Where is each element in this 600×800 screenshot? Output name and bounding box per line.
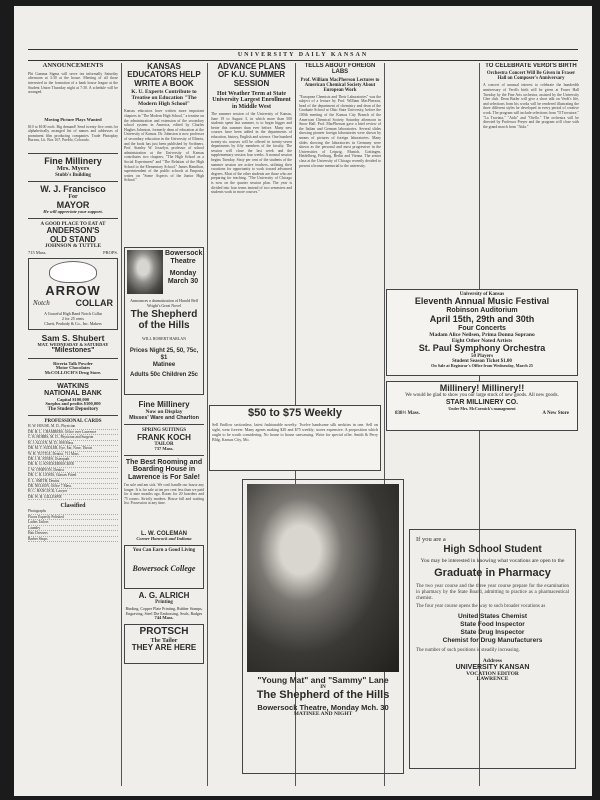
festival-players: 50 Players <box>470 353 494 359</box>
foreign-labs-sub: Prof. William MacPherson Lectures to American Chemical Society About European Work <box>300 77 380 93</box>
prof-card-item: E. L. SMITH, Dentist <box>28 479 118 484</box>
bank-depository: The Student Depository <box>47 406 99 412</box>
protsch-ad <box>124 624 204 664</box>
boarding-text: I'm sole and am sick. We can't handle our house any longer. It is for sale at ten per cent less than we paid for it nine months ago. Room for 20 boarders and 75 rooms. Strictly modern. House full and waiting list. Possession at any time. <box>124 483 204 506</box>
bowersock-caption: Announces a dramatization of Harold Bell Wright's Great Novel <box>130 298 198 309</box>
anderson-ad-name3: JOHNSON & TUTTLE <box>44 242 102 249</box>
star-millinery-name: STAR MILLINERY CO. <box>445 399 519 407</box>
prof-card-item: DR. H. L. CHAMBERS, Office over Lawrence <box>28 430 118 435</box>
protsch-tag: THEY ARE HERE <box>131 643 197 653</box>
verdi-heading: TO CELEBRATE VERDI'S BIRTH <box>485 63 577 69</box>
pharmacy-uni: UNIVERSITY KANSAN <box>455 664 530 672</box>
college-heading: You Can Earn a Good Living <box>132 548 196 554</box>
francisco-ad-mayor: MAYOR <box>56 199 90 210</box>
prof-card-item: DR. C. R. LEWIS, Glasses Fitted <box>28 473 118 478</box>
festival-title: Eleventh Annual Music Festival <box>414 296 550 307</box>
boarding-heading: The Best Rooming and Boarding House in Lawrence is For Sale! <box>125 459 203 481</box>
bowersock-by: WILL ROBERT HARLAN <box>142 336 186 342</box>
bank-capital: Capital $100,000 <box>56 396 90 402</box>
millinery-ad-line: Stubb's Building <box>55 172 91 178</box>
frank-koch: FRANK KOCH <box>137 432 191 442</box>
francisco-ad-line: He will appreciate your support. <box>43 209 103 215</box>
classified-item: Photographs <box>28 509 118 514</box>
prof-card-item: H. J. ALLEN, M. D., 808 Mass. <box>28 441 118 446</box>
college-brand: Bowersock College <box>132 564 196 574</box>
foreign-labs-text: "European Chemists and Their Laboratories" was the subject of a lecture by Prof. William MacPherson, head of the department of chemistry and dean of the Graduate School at Ohio State University, before the 100th meeting of the Kansas City Branch of the American Chemical Society Saturday afternoon in Snow Hall. Prof. MacPherson gave a brief review of the Italian and German laboratories. Several slides showing pioneer foreign laboratories were shown by means of pictures of foreign laboratories. Many slides showing the laboratories in Germany were shown as the personal and most progressive in the Universities of Leipzig, Munich, Gottingen, Heidelberg, Freiburg, Berlin and Vienna. The senior class at the University of Chicago recently decided to present a bronze memorial to the university. <box>299 94 381 168</box>
column-1 <box>28 63 118 788</box>
shubert-ad-days: MAT. WEDNESDAY & SATURDAY <box>37 341 109 347</box>
pharmacy-list-item: United States Chemist <box>458 612 527 620</box>
alrich-name: A. G. ALRICH <box>138 591 190 601</box>
francisco-ad-for: For <box>68 194 78 201</box>
classified-heading: Classified <box>60 503 86 510</box>
classified-item: Barber Shops <box>28 537 118 542</box>
bowersock-date: March 30 <box>167 278 199 286</box>
educators-text: Kansas educators have written more important chapters in "The Modern High School," a treatise on the administration and extension of the secondary school system in America, edited by Charles Hughes Johnston, formerly dean of education at the University of Kansas. Dr. Johnston is now professor of secondary education in the University of Illinois, and the book has just been published by Scribners. Prof. Stanley W. Josselyn, professor of school administration at the University of Kansas contributes two chapters, "The High School as a Social Experiment" and "The Relation of the High School to the Elementary School." James Hamilton, superintendent of the public schools at Emporia, writes on "Some Aspects of the Junior High School." <box>124 109 204 183</box>
pharmacy-question: If you are a <box>416 536 446 543</box>
prof-cards-list <box>28 424 118 500</box>
anderson-ad-name: ANDERSON'S <box>46 226 100 236</box>
classified-item: Ladies Tailors <box>28 520 118 525</box>
anderson-ad-addr: 715 Mass. <box>28 249 47 255</box>
prof-card-item: W. H. TUTTLE, Dentist, 711 Mass. <box>28 452 118 457</box>
arrow-collar: COLLAR <box>75 297 113 308</box>
coleman-address: Corner Hancock and Indiana <box>136 536 192 542</box>
verdi-sub: Orchestra Concert Will Be Given in Fraser Hall on Composer's Anniversary <box>486 71 576 82</box>
pharmacy-list-item: Chemist for Drug Manufacturers <box>442 636 543 644</box>
bowersock-show: The Shepherd of the Hills <box>130 309 198 331</box>
summer-text: The summer session of the University of Kansas, June 19 to August 3, in which more than 500 students spent last summer, is to begin bigger and better this summer than ever before. Many new courses have been added in the departments of education, history, English and science. One hundred twenty-six courses will be offered in twenty-seven departments by fifty members of the faculty. The session will close the last week and the supplementary session four weeks. A normal session begins Tuesday. Sixty per cent of the students of the summer session are active teachers, utilizing their vacations for opportunity to work toward advanced degrees. Most of the other students are those who are preparing for teaching. "The University of Chicago is now on the quarter session plan. The year is divided into four terms instead of two semesters and students work in more courses." <box>211 112 292 195</box>
verdi-text: A concert of unusual interest to celebrate the hundredth anniversary of Verdi's birth will be given at Fraser Hall Tuesday by the Fine Arts orchestra, assisted by the University Glee club. Dean Butler will give a short talk on Verdi's life, and selections from his works will be rendered illustrating the three different styles he developed in every period of creative work. The program will include selections from "Il Trovatore," "La Traviata," "Aida" and "Otello." The orchestra will be directed by Professor Preyer and the program will close with the grand march from "Aida." <box>483 83 579 129</box>
bank-surplus: Surplus and profits $100,000 <box>45 401 101 407</box>
star-millinery-under: Under Mrs. McCormick's management <box>448 405 516 411</box>
coleman-name: L. W. COLEMAN <box>141 531 187 538</box>
arrow-price: 2 for 25 cents <box>62 315 84 321</box>
motor-text: Motor Chocolates <box>55 365 91 371</box>
newspaper-page <box>14 6 592 796</box>
prof-card-item: DR. J. B. JONES, Osteopath <box>28 457 118 462</box>
anderson-ad-top: A GOOD PLACE TO EAT AT <box>40 221 106 227</box>
movie-caption: "Young Mat" and "Sammy" Lane <box>257 675 389 685</box>
classified-item: Floors Expertly Polished <box>28 515 118 520</box>
masthead: UNIVERSITY DAILY KANSAN <box>28 49 578 61</box>
star-millinery-text: We would be glad to show you our large stock of new goods. All new goods. <box>405 393 559 399</box>
column-2 <box>124 63 204 788</box>
pharmacy-p3: The number of such positions is steadily increasing. <box>416 647 520 653</box>
pharmacy-voc: VOCATION EDITOR <box>466 670 519 677</box>
protsch-name: PROTSCH <box>139 626 189 638</box>
prof-card-item: DR. R. G. KNICKERBOCKER <box>28 462 118 467</box>
movie-title: The Shepherd of the Hills <box>256 689 390 702</box>
prof-card-item: H. C. HANCOCK, Lawyer <box>28 489 118 494</box>
pharmacy-list <box>416 613 569 645</box>
prof-card-item: H. W. HOUSE, M. D., Physician <box>28 424 118 429</box>
pharmacy-hs: High School Student <box>443 544 542 555</box>
prof-card-item: C. B. HOBBS, M. D., Physician and Surgeon <box>28 435 118 440</box>
shubert-ad-show: "Milestones" <box>51 347 95 355</box>
star-millinery-address: 838½ Mass. <box>395 410 420 416</box>
movie-matinee: MATINEE AND NIGHT <box>293 710 353 717</box>
business-college-ad <box>124 545 204 589</box>
riveria-text: Riveria Talk Powder <box>53 360 93 366</box>
arrow-maker: Cluett, Peabody & Co., Inc. Makers <box>44 320 102 326</box>
bowersock-ad <box>124 247 204 395</box>
alrich-address: 744 Mass. <box>154 614 174 620</box>
millinery-ad-sub: Mrs. Myers <box>56 164 90 172</box>
festival-venue: Robinson Auditorium <box>446 306 518 314</box>
shepherd-movie-ad <box>242 479 404 774</box>
bank-name2: NATIONAL BANK <box>44 390 102 398</box>
educators-heading: KANSAS EDUCATORS HELP WRITE A BOOK <box>127 63 201 88</box>
arrow-brand: ARROW <box>45 282 101 298</box>
pharmacy-list-item: State Food Inspector <box>460 620 525 628</box>
pharmacy-grad: Graduate in Pharmacy <box>434 567 551 579</box>
anderson-ad-props: PROPS. <box>103 249 118 255</box>
festival-concerts: Four Concerts <box>458 325 506 333</box>
classified-item: Hair Dressers <box>28 531 118 536</box>
tailor-address: 737 Mass. <box>154 446 174 452</box>
bowersock-matinee: Matinee <box>152 362 176 369</box>
pharmacy-p2: The four year course opens the way to such broader vocations as <box>416 603 546 609</box>
educators-sub: K. U. Experts Contribute to Treatise on Education "The Modern High School" <box>131 89 197 107</box>
neckties-text: Sell Endlow sectionless, latest fashionable novelty. Twelve handsome silk neckties in one. Sell on sight, wear forever. Many agents making $20 and $75 weekly; stores expensive. A proposition which ought to be worth considering. No house to house canvassing. Write for special offer. Smith & Perry Bldg, Kansas City, Mo. <box>212 421 378 442</box>
bank-name: WATKINS <box>57 382 89 390</box>
festival-sale: On Sale at Registrar's Office from Wednesday, March 25 <box>431 363 533 369</box>
protsch-sub: The Tailor <box>150 637 178 644</box>
neckties-ad <box>209 405 381 471</box>
shubert-ad-title: Sam S. Shubert <box>41 332 105 343</box>
moving-heading: Moving Picture Plays Wanted <box>44 116 102 122</box>
column-rule <box>121 63 122 786</box>
prof-cards-heading: PROFESSIONAL CARDS <box>44 419 102 425</box>
movie-in: IN <box>320 684 326 690</box>
pharmacy-ad <box>409 529 576 769</box>
anderson-ad-name2: OLD STAND <box>49 234 97 244</box>
fine-millinery-sub: Now on Display <box>145 408 183 415</box>
summer-sub: Hot Weather Term at State University Largest Enrollment in Middle West <box>212 91 291 110</box>
tailor-label: TAILOR <box>154 442 174 448</box>
spring-suitings: SPRING SUITINGS <box>141 428 187 434</box>
francisco-ad-title: W. J. Francisco <box>40 184 106 195</box>
pharmacy-address-label: Address <box>482 657 503 664</box>
movie-venue: Bowersock Theatre, Monday Mch. 30 <box>257 702 389 712</box>
festival-dates: April 15th, 29th and 30th <box>429 314 535 325</box>
column-rule <box>207 63 208 786</box>
millinery-ad-title: Fine Millinery <box>44 155 102 166</box>
festival-season: Student Season Ticket $1.00 <box>452 359 512 365</box>
foreign-labs-heading: TELLS ABOUT FOREIGN LABS <box>304 63 376 76</box>
classified-list <box>28 509 118 541</box>
festival-top: University of Kansas <box>459 292 505 297</box>
moving-text: $10 to $100 each. Big demand! Send twenty-five cents for alphabetically arranged list of names and addresses of prominent film producing companies. Trade Photoplay Bureau, Lit. Box 167, Pueblo, Colorado. <box>28 124 118 143</box>
neckties-heading: $50 to $75 Weekly <box>248 407 342 419</box>
bowersock-prices: Prices Night 25, 50, 75c, $1 <box>129 348 199 361</box>
bowersock-title: Bowersock Theatre <box>165 250 203 265</box>
star-millinery-tag: A New Store <box>542 410 569 416</box>
alrich-text: Binding, Copper Plate Printing, Rubber Stamps, Engraving, Steel Die Embossing, Seals, Badges <box>125 605 203 616</box>
mcculloch-text: McCOLLOCH'S Drug Store. <box>44 370 102 376</box>
music-festival-ad <box>386 289 578 376</box>
arrow-collar-ad <box>28 258 118 330</box>
prof-card-item: J. W. O'BRYON, Dentist <box>28 468 118 473</box>
young-matt-sammy-photo <box>247 484 399 672</box>
fine-millinery-title: Fine Millinery <box>138 400 190 410</box>
collar-icon <box>49 261 97 283</box>
pharmacy-intro: You may be interested in knowing what vocations are open to the <box>420 557 565 564</box>
pharmacy-city: LAWRENCE <box>476 676 509 683</box>
arrow-line: A Graceful High Band Notch Collar <box>44 310 102 316</box>
column-4 <box>299 63 381 283</box>
bowersock-day: Monday <box>169 270 197 278</box>
pharmacy-p1: The two year course and the three year course prepare for the examination in pharmacy by the State Board, admitting to practice as a pharmaceutical chemist. <box>416 583 569 601</box>
harold-wright-portrait <box>127 250 163 294</box>
pharmacy-list-item: State Drug Inspector <box>460 628 525 636</box>
festival-orchestra: St. Paul Symphony Orchestra <box>418 343 546 354</box>
prof-card-item: DR. M. T. SUDLER, Eye, Ear, Nose, Throat <box>28 446 118 451</box>
column-3 <box>211 63 292 400</box>
column-5 <box>483 63 579 283</box>
prof-card-item: DR. W. H. GILLESPIE <box>28 495 118 500</box>
announcements-heading: ANNOUNCEMENTS <box>42 63 104 69</box>
classified-item: Laundry <box>28 526 118 531</box>
prof-card-item: DR. NELSON, Office 7 Mass. <box>28 484 118 489</box>
festival-artists: Madam Alice Neilsen, Prima Donna Soprano <box>429 331 535 338</box>
festival-soloists: Eight Other Noted Artists <box>451 337 513 344</box>
bowersock-matinee-prices: Adults 50c Children 25c <box>129 372 199 379</box>
star-millinery-ad <box>386 381 578 431</box>
announcements-text: Phi Gamma Sigma will serve tea informally Saturday afternoon at 3:30 at the house. Meeting of all those interested in the formation of a bank house league at the Student Union Thursday night at 7:30. A schedule will be arranged. <box>28 71 118 95</box>
fine-millinery-line: Misses' Ware and Charlton <box>129 414 199 421</box>
arrow-notch: Notch <box>33 298 50 307</box>
summer-heading: ADVANCE PLANS OF K.U. SUMMER SESSION <box>217 63 286 88</box>
alrich-sub: Printing <box>155 600 173 606</box>
star-millinery-heading: Millinery! Millinery!! <box>439 383 525 393</box>
